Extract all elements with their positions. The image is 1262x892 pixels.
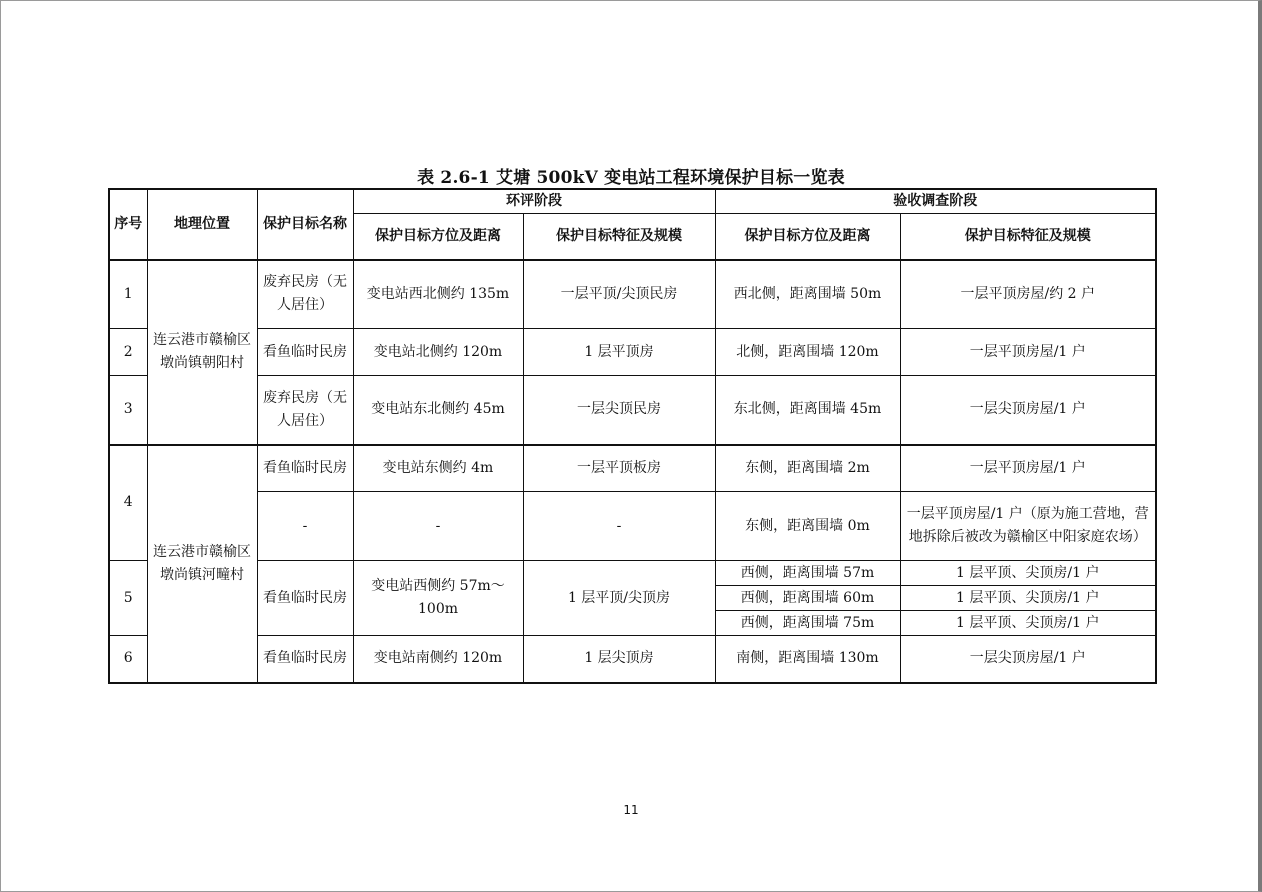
cell-location: 连云港市赣榆区墩尚镇河疃村	[147, 445, 257, 683]
cell-acc-dir: 东侧，距离围墙 2m	[715, 445, 900, 492]
cell-seq: 2	[109, 329, 147, 376]
cell-acc-dir: 北侧，距离围墙 120m	[715, 329, 900, 376]
table-title: 表 2.6-1 艾塘 500kV 变电站工程环境保护目标一览表	[417, 168, 845, 188]
cell-seq: 1	[109, 260, 147, 329]
cell-name: 废弃民房（无人居住）	[257, 260, 353, 329]
cell-name: 看鱼临时民房	[257, 561, 353, 636]
cell-acc-feat: 一层尖顶房屋/1 户	[900, 636, 1156, 683]
cell-eia-feat: 1 层尖顶房	[523, 636, 715, 683]
cell-name: -	[257, 492, 353, 561]
cell-acc-dir: 东北侧，距离围墙 45m	[715, 376, 900, 445]
cell-acc-feat: 一层平顶房屋/1 户	[900, 329, 1156, 376]
cell-eia-feat: 1 层平顶/尖顶房	[523, 561, 715, 636]
cell-acc-feat: 1 层平顶、尖顶房/1 户	[900, 561, 1156, 586]
header-acceptance-stage: 验收调查阶段	[715, 189, 1156, 214]
cell-acc-feat: 一层平顶房屋/约 2 户	[900, 260, 1156, 329]
cell-location: 连云港市赣榆区墩尚镇朝阳村	[147, 260, 257, 445]
cell-eia-dir: 变电站南侧约 120m	[353, 636, 523, 683]
header-acc-feature: 保护目标特征及规模	[900, 214, 1156, 260]
cell-acc-dir: 西北侧，距离围墙 50m	[715, 260, 900, 329]
cell-eia-dir: 变电站西北侧约 135m	[353, 260, 523, 329]
cell-acc-feat: 一层平顶房屋/1 户	[900, 445, 1156, 492]
cell-eia-dir: 变电站东北侧约 45m	[353, 376, 523, 445]
cell-acc-dir: 西侧，距离围墙 60m	[715, 586, 900, 611]
header-eia-stage: 环评阶段	[353, 189, 715, 214]
cell-acc-feat: 一层尖顶房屋/1 户	[900, 376, 1156, 445]
header-target-name: 保护目标名称	[257, 189, 353, 260]
cell-eia-dir: 变电站北侧约 120m	[353, 329, 523, 376]
protection-targets-table	[108, 188, 1157, 684]
cell-eia-feat: 一层平顶板房	[523, 445, 715, 492]
cell-acc-dir: 南侧，距离围墙 130m	[715, 636, 900, 683]
cell-eia-feat: 一层尖顶民房	[523, 376, 715, 445]
cell-seq: 4	[109, 445, 147, 561]
cell-acc-feat: 一层平顶房屋/1 户（原为施工营地，营地拆除后被改为赣榆区中阳家庭农场）	[900, 492, 1156, 561]
cell-acc-feat: 1 层平顶、尖顶房/1 户	[900, 611, 1156, 636]
cell-eia-dir: -	[353, 492, 523, 561]
cell-eia-dir: 变电站东侧约 4m	[353, 445, 523, 492]
header-location: 地理位置	[147, 189, 257, 260]
cell-acc-dir: 西侧，距离围墙 75m	[715, 611, 900, 636]
cell-acc-dir: 东侧，距离围墙 0m	[715, 492, 900, 561]
cell-eia-feat: 一层平顶/尖顶民房	[523, 260, 715, 329]
cell-acc-dir: 西侧，距离围墙 57m	[715, 561, 900, 586]
table-row	[109, 492, 1156, 561]
cell-name: 看鱼临时民房	[257, 445, 353, 492]
table-row	[109, 636, 1156, 683]
cell-seq: 6	[109, 636, 147, 683]
table-row	[109, 561, 1156, 586]
cell-name: 看鱼临时民房	[257, 329, 353, 376]
header-acc-direction: 保护目标方位及距离	[715, 214, 900, 260]
table-row	[109, 445, 1156, 492]
table-row	[109, 260, 1156, 329]
cell-seq: 5	[109, 561, 147, 636]
cell-eia-feat: -	[523, 492, 715, 561]
table-row	[109, 376, 1156, 445]
cell-acc-feat: 1 层平顶、尖顶房/1 户	[900, 586, 1156, 611]
cell-name: 看鱼临时民房	[257, 636, 353, 683]
cell-name: 废弃民房（无人居住）	[257, 376, 353, 445]
header-eia-direction: 保护目标方位及距离	[353, 214, 523, 260]
cell-eia-dir: 变电站西侧约 57m～100m	[353, 561, 523, 636]
cell-eia-feat: 1 层平顶房	[523, 329, 715, 376]
header-seq: 序号	[109, 189, 147, 260]
cell-seq: 3	[109, 376, 147, 445]
table-row	[109, 329, 1156, 376]
page-number: 11	[623, 803, 639, 817]
header-eia-feature: 保护目标特征及规模	[523, 214, 715, 260]
